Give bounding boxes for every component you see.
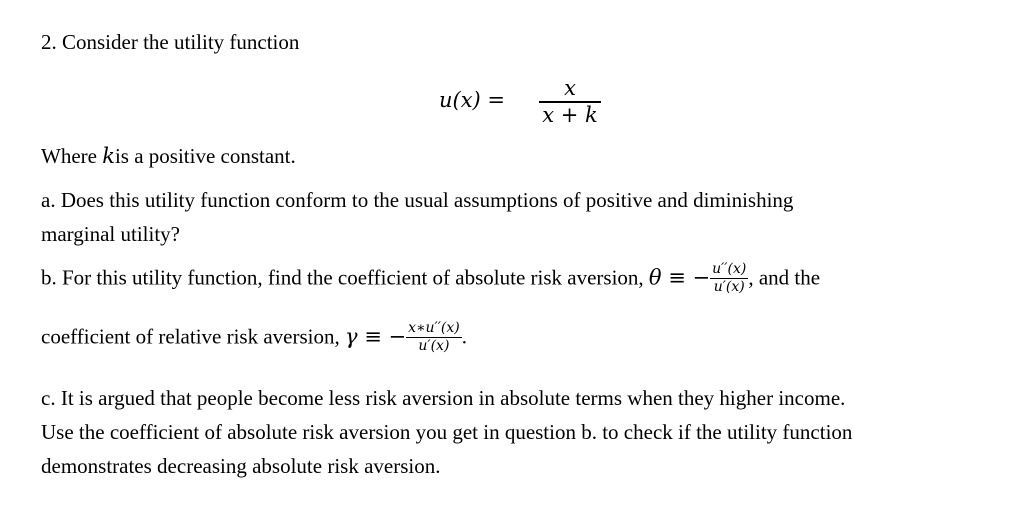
utility-equation xyxy=(439,76,619,126)
gamma-denominator: u′(x) xyxy=(418,337,450,354)
equation-lhs: u(x) = xyxy=(439,88,506,112)
part-b-prefix: b. For this utility function, find the coefficient of absolute risk aversion, xyxy=(41,265,649,290)
part-b-line2-prefix: coefficient of relative risk aversion, xyxy=(41,324,345,349)
equation-denominator: x + k xyxy=(542,103,598,127)
theta-definition: θ ≡ − xyxy=(648,265,711,290)
constant-var: k xyxy=(102,144,115,168)
part-a-line-1: a. Does this utility function conform to the usual assumptions of positive and diminishing xyxy=(41,188,794,212)
equation-numerator: x xyxy=(564,76,576,100)
part-b-end: . xyxy=(461,324,467,349)
gamma-definition: γ ≡ − xyxy=(345,324,407,349)
part-c-line-1: c. It is argued that people become less risk aversion in absolute terms when they higher income. xyxy=(41,386,846,410)
part-c-line-3: demonstrates decreasing absolute risk aversion. xyxy=(41,454,441,478)
part-b-mid: , and the xyxy=(748,265,821,290)
question-intro: 2. Consider the utility function xyxy=(41,30,300,54)
part-a-line-2: marginal utility? xyxy=(41,222,181,246)
constant-statement xyxy=(41,146,296,167)
theta-fraction xyxy=(710,262,748,294)
theta-denominator: u′(x) xyxy=(713,278,745,295)
gamma-numerator: x∗u′′(x) xyxy=(408,320,460,336)
constant-suffix: is a positive constant. xyxy=(114,144,296,168)
theta-numerator: u′′(x) xyxy=(712,261,747,277)
part-c-line-2: Use the coefficient of absolute risk aversion you get in question b. to check if the utility function xyxy=(41,420,853,444)
part-b-line-1 xyxy=(41,262,820,306)
constant-prefix: Where xyxy=(41,144,103,168)
gamma-fraction xyxy=(406,321,462,353)
part-b-line-2 xyxy=(41,321,467,365)
